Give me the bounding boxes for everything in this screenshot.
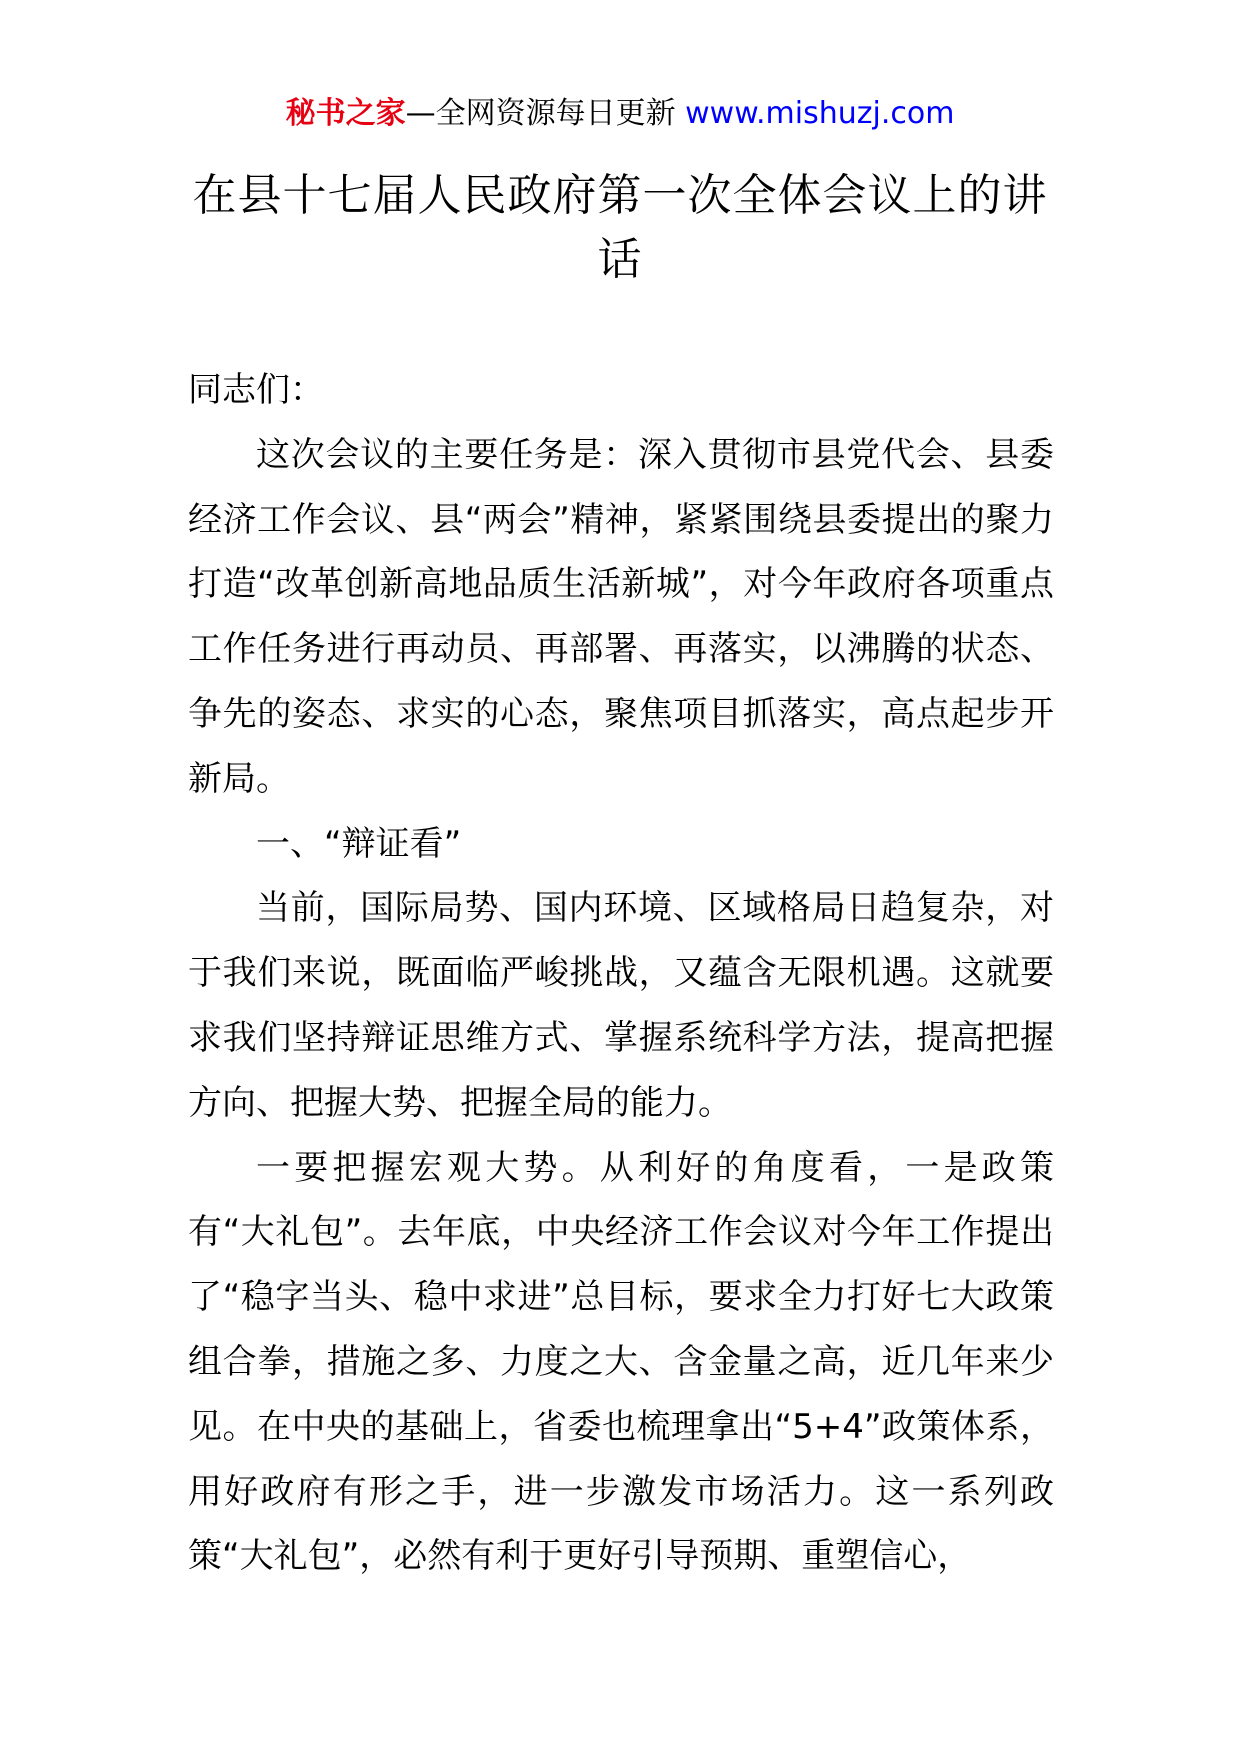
document-body <box>188 358 1054 1589</box>
salutation: 同志们： <box>188 370 324 410</box>
site-tagline: —全网资源每日更新 <box>405 96 686 131</box>
document-title: 在县十七届人民政府第一次全体会议上的讲话 <box>192 170 1048 285</box>
site-banner <box>0 94 1240 134</box>
site-brand: 秘书之家 <box>285 96 406 131</box>
body-paragraph: 当前，国际局势、国内环境、区域格局日趋复杂，对于我们来说，既面临严峻挑战，又蕴含无限机遇。这就要求我们坚持辩证思维方式、掌握系统科学方法，提高把握方向、把握大势、把握全局的能力。 <box>188 888 1054 1123</box>
body-paragraph: 一要把握宏观大势。从利好的角度看，一是政策有“大礼包”。去年底，中央经济工作会议对今年工作提出了“稳字当头、稳中求进”总目标，要求全力打好七大政策组合拳，措施之多、力度之大、含金量之高，近几年来少见。在中央的基础上，省委也梳理拿出“5+4”政策体系，用好政府有形之手，进一步激发市场活力。这一系列政策“大礼包”，必然有利于更好引导预期、重塑信心， <box>188 1147 1054 1577</box>
site-url-link[interactable]: www.mishuzj.com <box>685 96 955 131</box>
intro-paragraph: 这次会议的主要任务是：深入贯彻市县党代会、县委经济工作会议、县“两会”精神，紧紧围绕县委提出的聚力打造“改革创新高地品质生活新城”，对今年政府各项重点工作任务进行再动员、再部署、再落实，以沸腾的状态、争先的姿态、求实的心态，聚焦项目抓落实，高点起步开新局。 <box>188 434 1054 799</box>
section-heading-1: 一、“辩证看” <box>256 823 462 864</box>
